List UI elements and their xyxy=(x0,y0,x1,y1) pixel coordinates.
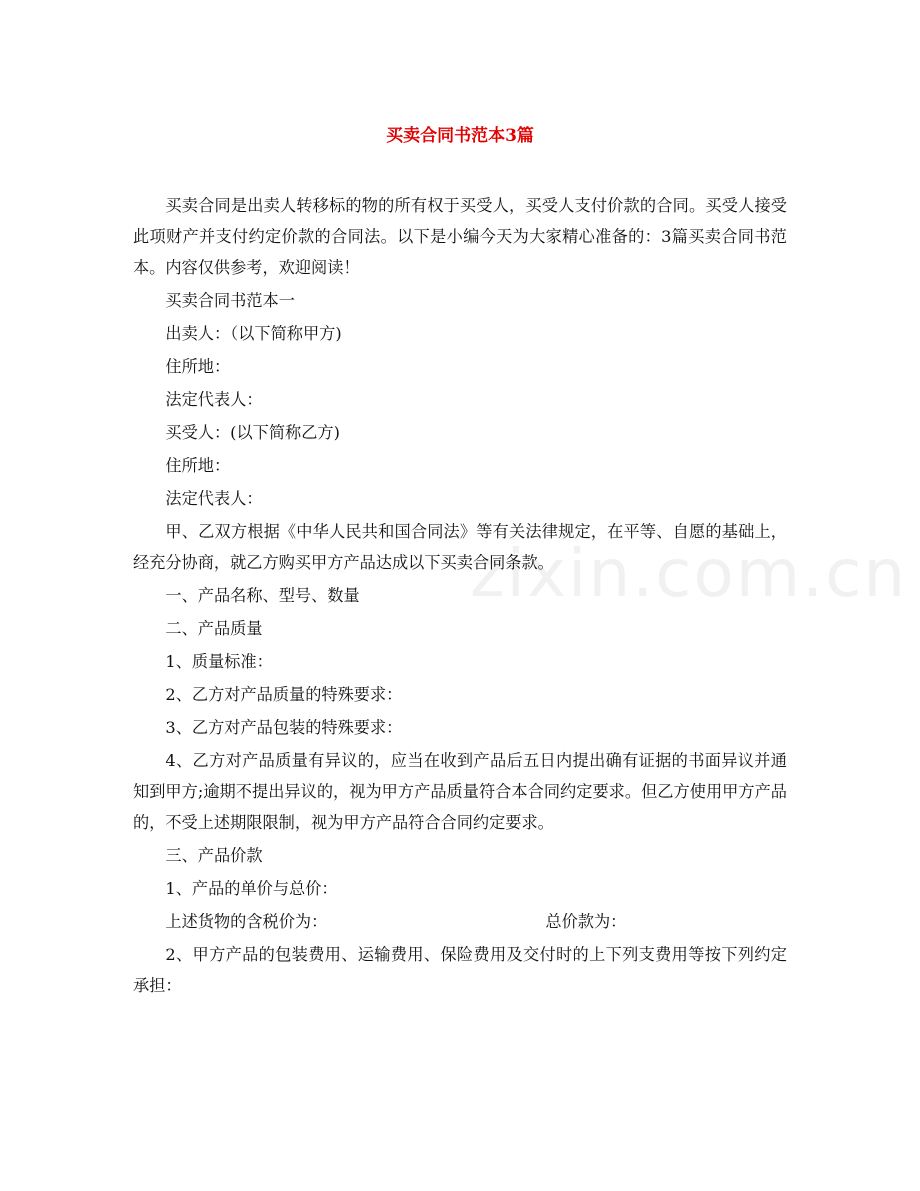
clause-heading-product-info: 一、产品名称、型号、数量 xyxy=(165,586,360,605)
document-body xyxy=(133,190,787,1001)
quality-special-requirements-line: 2、乙方对产品质量的特殊要求： xyxy=(165,685,403,704)
seller-address-line: 住所地： xyxy=(165,357,231,376)
seller-representative-line: 法定代表人： xyxy=(165,390,263,409)
document-title: 买卖合同书范本3篇 xyxy=(386,126,534,146)
clause-heading-quality: 二、产品质量 xyxy=(165,619,263,638)
packaging-special-requirements-line: 3、乙方对产品包装的特殊要求： xyxy=(165,718,403,737)
section-heading-template-one: 买卖合同书范本一 xyxy=(165,291,295,310)
watermark: zixin.com.cn xyxy=(470,535,908,612)
unit-and-total-price-line: 1、产品的单价与总价： xyxy=(165,879,338,898)
intro-paragraph: 买卖合同是出卖人转移标的物的所有权于买受人，买受人支付价款的合同。买受人接受此项财产并支付约定价款的合同法。以下是小编今天为大家精心准备的：3篇买卖合同书范本。内容仅供参考，欢迎阅读！ xyxy=(133,196,787,277)
agreement-paragraph: 甲、乙双方根据《中华人民共和国合同法》等有关法律规定，在平等、自愿的基础上，经充分协商，就乙方购买甲方产品达成以下买卖合同条款。 xyxy=(133,522,787,572)
buyer-representative-line: 法定代表人： xyxy=(165,489,263,508)
seller-line: 出卖人：（以下简称甲方) xyxy=(165,324,342,343)
costs-paragraph: 2、甲方产品的包装费用、运输费用、保险费用及交付时的上下列支费用等按下列约定承担： xyxy=(133,945,787,995)
total-price-label: 总价款为： xyxy=(545,912,627,931)
buyer-address-line: 住所地： xyxy=(165,456,231,475)
tax-inclusive-price-label: 上述货物的含税价为： xyxy=(165,912,328,931)
quality-objection-paragraph: 4、乙方对产品质量有异议的，应当在收到产品后五日内提出确有证据的书面异议并通知到甲方;逾期不提出异议的，视为甲方产品质量符合本合同约定要求。但乙方使用甲方产品的，不受上述期限限制，视为甲方产品符合合同约定要求。 xyxy=(133,751,787,832)
price-line xyxy=(133,906,787,937)
clause-heading-price: 三、产品价款 xyxy=(165,846,263,865)
quality-standard-line: 1、质量标准： xyxy=(165,652,273,671)
buyer-line: 买受人：(以下简称乙方) xyxy=(165,423,340,442)
